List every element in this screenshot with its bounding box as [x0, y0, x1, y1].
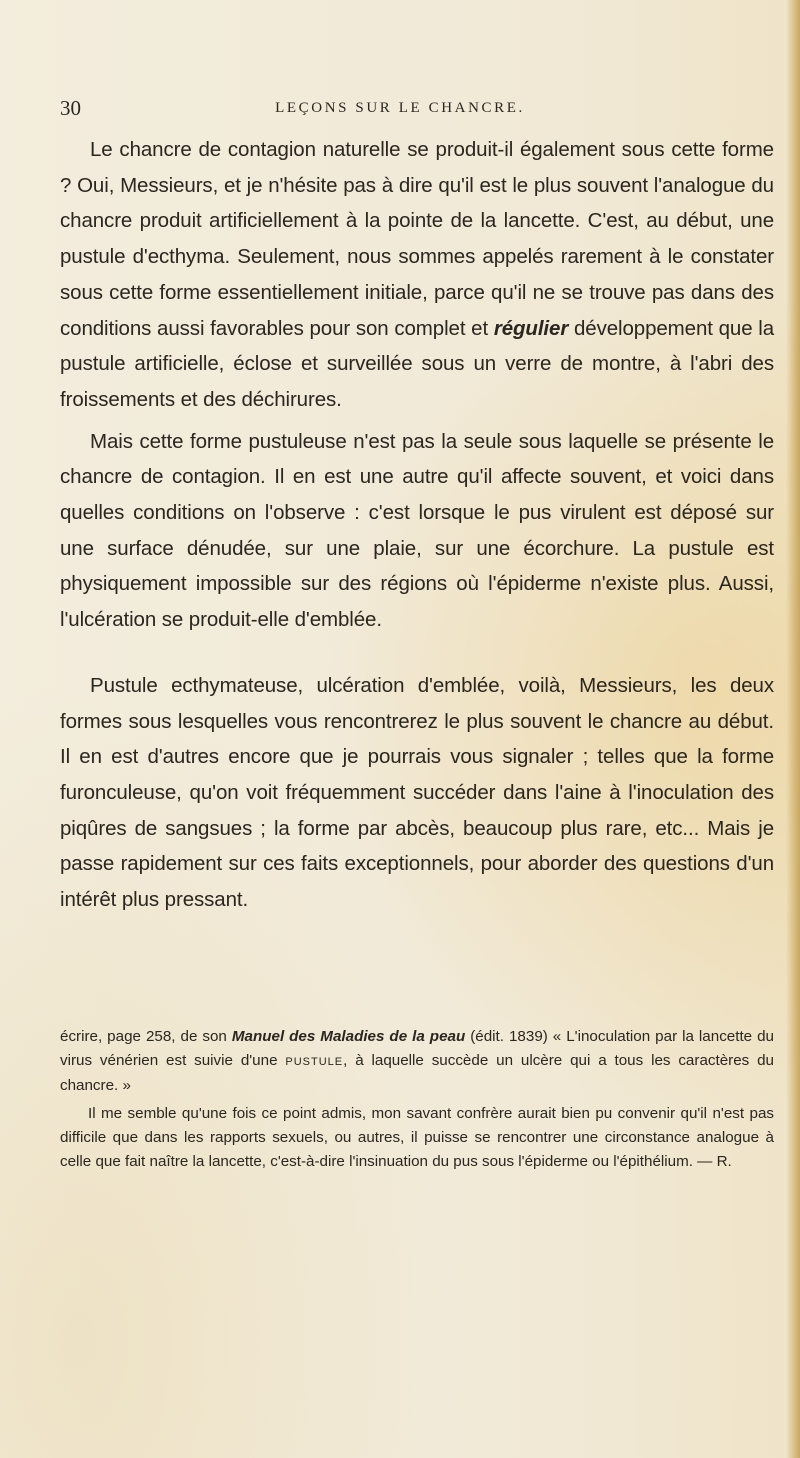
- main-text: [60, 132, 774, 918]
- paragraph-1: [60, 132, 774, 418]
- footnotes: [60, 1025, 774, 1174]
- footnote-1-smallcaps: PUSTULE: [285, 1056, 344, 1068]
- footnote-1-text-b: (édit. 1839) « L'inoculation par la lancette du virus vénérien est suivie d'une: [60, 1028, 774, 1069]
- paragraph-2: Mais cette forme pustuleuse n'est pas la seule sous laquelle se présente le chancre de contagion. Il en est une autre qu'il affecte souvent, et voici dans quelles conditions on l'observe : c'est lorsque le pus virulent est déposé sur une surface dénudée, sur une plaie, sur une écorchure. La pustule est physiquement impossible sur des régions où l'épiderme n'existe plus. Aussi, l'ulcération se produit-elle d'emblée.: [60, 429, 774, 632]
- paragraph-1-italic-word: régulier: [493, 316, 569, 340]
- page-header: [0, 96, 800, 126]
- page-edge-stain: [786, 0, 800, 1458]
- footnote-1-text-c: , à laquelle succède un ulcère qui a tous les caractères du chancre. »: [60, 1052, 774, 1094]
- footnote-1-text-a: écrire, page 258, de son: [60, 1028, 232, 1045]
- page-number: 30: [60, 96, 81, 120]
- footnote-1: [60, 1025, 774, 1098]
- footnote-1-book-title: Manuel des Maladies de la peau: [231, 1028, 466, 1045]
- paragraph-1-text-a: Le chancre de contagion naturelle se produit-il également sous cette forme ? Oui, Messieurs, et je n'hésite pas à dire qu'il est le plus souvent l'analogue du chancre produit artificiellement à la pointe de la lancette. C'est, au début, une pustule d'ecthyma. Seulement, nous sommes appelés rarement à le constater sous cette forme essentiellement initiale, parce qu'il ne se trouve pas dans des conditions aussi favorables pour son complet et: [60, 138, 774, 340]
- footnote-2: Il me semble qu'une fois ce point admis, mon savant confrère aurait bien pu convenir qu'il n'est pas difficile que dans les rapports sexuels, ou autres, il puisse se rencontrer une circonstance analogue à celle que fait naître la lancette, c'est-à-dire l'insinuation du pus sous l'épiderme ou l'épithélium. — R.: [60, 1105, 774, 1170]
- paragraph-3: Pustule ecthymateuse, ulcération d'emblée, voilà, Messieurs, les deux formes sous lesquelles vous rencontrerez le plus souvent le chancre au début. Il en est d'autres encore que je pourrais vous signaler ; telles que la forme furonculeuse, qu'on voit fréquemment succéder dans l'aine à l'inoculation des piqûres de sangsues ; la forme par abcès, beaucoup plus rare, etc... Mais je passe rapidement sur ces faits exceptionnels, pour aborder des questions d'un intérêt plus pressant.: [60, 673, 774, 912]
- running-title: LEÇONS SUR LE CHANCRE.: [275, 100, 525, 116]
- paragraph-1-text-b: développement que la pustule artificielle, éclose et surveillée sous un verre de montre, à l'abri des froissements et des déchirures.: [60, 316, 774, 411]
